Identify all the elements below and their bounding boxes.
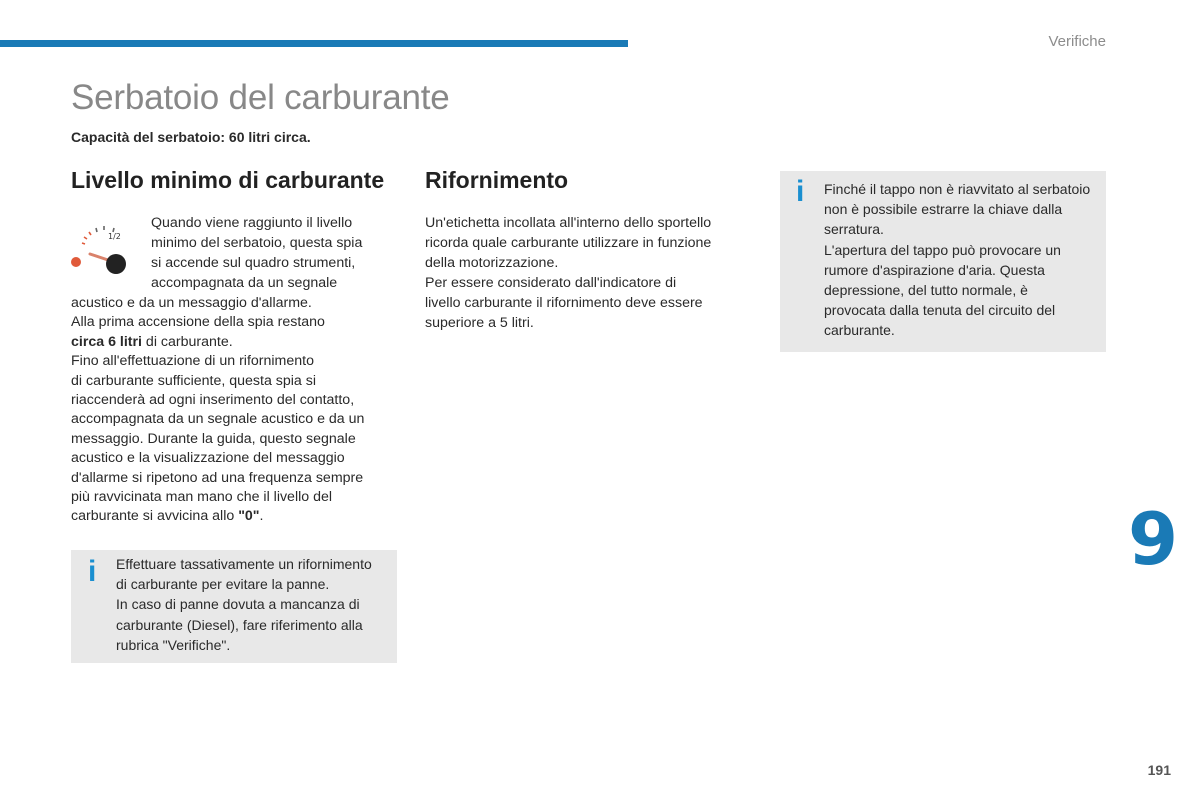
text-line: accompagnata da un segnale acustico e da un: [71, 411, 365, 428]
text-line: [71, 507, 401, 526]
text-line: non è possibile estrarre la chiave dalla: [824, 201, 1063, 218]
text-line: livello carburante il rifornimento deve essere: [425, 295, 703, 311]
top-accent-bar: [0, 40, 628, 47]
text-line: Fino all'effettuazione di un rifornimento: [71, 353, 314, 370]
text-line: ricorda quale carburante utilizzare in funzione: [425, 235, 712, 251]
text-line: Per essere considerato dall'indicatore di: [425, 275, 677, 291]
text-line: carburante (Diesel), fare riferimento alla: [116, 616, 363, 633]
info-box-text: [824, 179, 1102, 341]
page-title: Serbatoio del carburante: [71, 78, 450, 117]
chapter-number: 9: [1128, 497, 1179, 581]
text-line: messaggio. Durante la guida, questo segnale: [71, 430, 356, 447]
page-number: 191: [1147, 762, 1171, 778]
text-line: L'apertura del tappo può provocare un: [824, 241, 1061, 258]
min-fuel-body: [71, 294, 401, 527]
info-box-fuel-cap: [780, 171, 1106, 352]
text-line: In caso di panne dovuta a mancanza di: [116, 596, 360, 613]
text-line: Finché il tappo non è riavvitato al serbatoio: [824, 181, 1091, 197]
refueling-heading: Rifornimento: [425, 167, 569, 193]
text-line: minimo del serbatoio, questa spia: [151, 235, 363, 251]
text-line: [71, 333, 401, 352]
text-fragment: di carburante.: [141, 333, 233, 350]
fuel-gauge-icon: [70, 218, 140, 278]
text-fragment: carburante si avvicina allo: [71, 508, 239, 525]
text-line: più ravvicinata man mano che il livello del: [71, 489, 333, 506]
fuel-amount-bold: circa 6 litri: [71, 333, 142, 350]
text-line: riaccenderà ad ogni inserimento del contatto,: [71, 392, 355, 409]
text-line: acustico e la visualizzazione del messaggio: [71, 450, 345, 467]
refueling-body: [425, 213, 755, 333]
text-line: rubrica "Verifiche".: [116, 636, 231, 653]
zero-level-bold: "0": [238, 508, 260, 525]
text-line: provocata dalla tenuta del circuito del: [824, 302, 1056, 319]
text-line: acustico e da un messaggio d'allarme.: [71, 295, 312, 311]
text-line: Un'etichetta incollata all'interno dello sportello: [425, 215, 712, 231]
info-icon: i: [88, 555, 97, 588]
text-line: Alla prima accensione della spia restano: [71, 314, 325, 331]
text-line: si accende sul quadro strumenti,: [151, 255, 356, 271]
text-line: della motorizzazione.: [425, 255, 559, 271]
info-box-refuel-warning: [71, 550, 397, 663]
info-icon: i: [796, 175, 805, 208]
gauge-description: [151, 213, 401, 293]
section-label: Verifiche: [1048, 33, 1106, 50]
text-fragment: .: [259, 508, 264, 525]
text-line: d'allarme si ripetono ad una frequenza sempre: [71, 469, 364, 486]
text-line: rumore d'aspirazione d'aria. Questa: [824, 261, 1045, 278]
tank-capacity: Capacità del serbatoio: 60 litri circa.: [71, 129, 311, 145]
text-line: di carburante per evitare la panne.: [116, 576, 330, 593]
min-fuel-heading: Livello minimo di carburante: [71, 167, 385, 193]
gauge-half-label: 1/2: [108, 232, 121, 241]
text-line: accompagnata da un segnale: [151, 275, 338, 291]
text-line: di carburante sufficiente, questa spia si: [71, 372, 317, 389]
text-line: depressione, del tutto normale, è: [824, 282, 1028, 299]
info-box-text: [116, 554, 392, 655]
text-line: serratura.: [824, 221, 884, 238]
text-line: superiore a 5 litri.: [425, 315, 534, 331]
text-line: Quando viene raggiunto il livello: [151, 215, 353, 231]
text-line: Effettuare tassativamente un rifornimento: [116, 556, 372, 572]
text-line: carburante.: [824, 322, 895, 339]
